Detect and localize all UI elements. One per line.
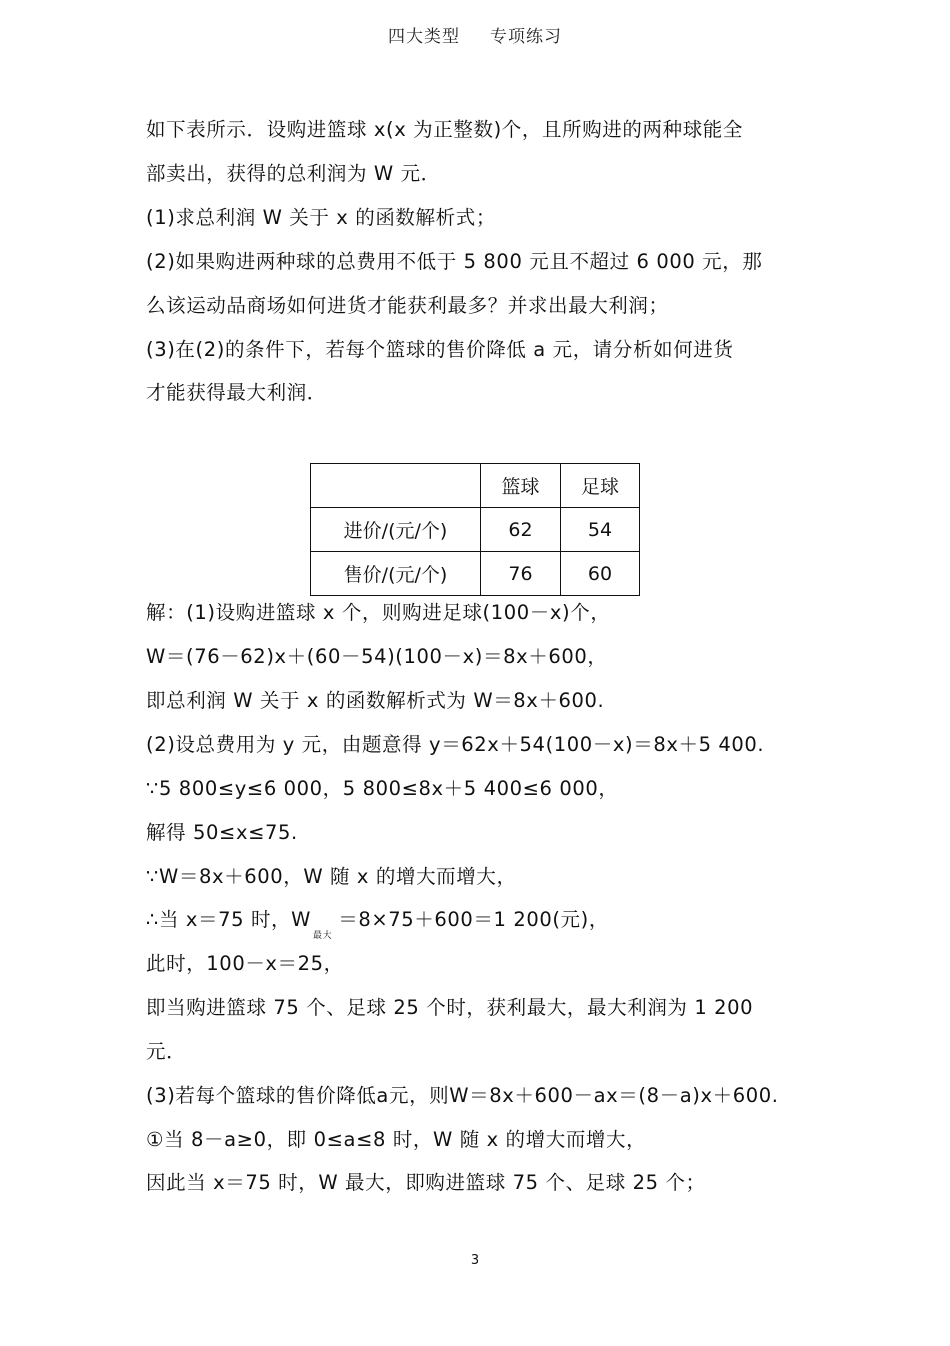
table-header-row <box>311 464 640 508</box>
solution-line-3: 即总利润 W 关于 x 的函数解析式为 W＝8x＋600. <box>146 689 605 712</box>
solution-line-12: (3)若每个篮球的售价降低a元，则W＝8x＋600－ax＝(8－a)x＋600. <box>146 1084 779 1107</box>
table-cell: 76 <box>481 552 561 596</box>
page-header <box>0 22 950 47</box>
problem-line-5: 么该运动品商场如何进货才能获利最多？并求出最大利润； <box>146 294 669 317</box>
table-cell: 足球 <box>561 464 640 508</box>
table-cell: 售价/(元/个) <box>311 552 481 596</box>
price-table <box>310 463 640 596</box>
problem-line-6: (3)在(2)的条件下，若每个篮球的售价降低 a 元，请分析如何进货 <box>146 338 734 361</box>
solution-line-9: 此时，100－x＝25， <box>146 952 344 975</box>
solution-line-6: 解得 50≤x≤75. <box>146 821 298 844</box>
subscript-max: 最大 <box>313 931 333 941</box>
solution-line-5: ∵5 800≤y≤6 000，5 800≤8x＋5 400≤6 000， <box>146 777 619 800</box>
solution-line-14: 因此当 x＝75 时，W 最大，即购进篮球 75 个、足球 25 个； <box>146 1171 706 1194</box>
table-cell: 54 <box>561 508 640 552</box>
solution-line-8b: ＝8×75＋600＝1 200(元)， <box>338 908 609 931</box>
solution-line-13: ①当 8－a≥0，即 0≤a≤8 时，W 随 x 的增大而增大， <box>146 1128 647 1151</box>
table-cell: 篮球 <box>481 464 561 508</box>
table-row <box>311 508 640 552</box>
problem-line-7: 才能获得最大利润． <box>146 381 327 404</box>
table-cell: 进价/(元/个) <box>311 508 481 552</box>
header-right: 专项练习 <box>490 27 562 47</box>
header-left: 四大类型 <box>388 27 460 47</box>
solution-line-2: W＝(76－62)x＋(60－54)(100－x)＝8x＋600， <box>146 645 608 668</box>
table-cell: 60 <box>561 552 640 596</box>
problem-line-3: (1)求总利润 W 关于 x 的函数解析式； <box>146 206 496 229</box>
solution-line-10: 即当购进篮球 75 个、足球 25 个时，获利最大，最大利润为 1 200 <box>146 996 754 1019</box>
solution-line-1: 解：(1)设购进篮球 x 个，则购进足球(100－x)个， <box>146 601 611 624</box>
solution-line-7: ∵W＝8x＋600，W 随 x 的增大而增大， <box>146 865 517 888</box>
problem-line-4: (2)如果购进两种球的总费用不低于 5 800 元且不超过 6 000 元，那 <box>146 250 763 273</box>
problem-line-2: 部卖出，获得的总利润为 W 元． <box>146 162 441 185</box>
problem-line-1: 如下表所示．设购进篮球 x(x 为正整数)个，且所购进的两种球能全 <box>146 118 743 141</box>
solution-line-8 <box>146 904 609 941</box>
table-row <box>311 552 640 596</box>
table-cell: 62 <box>481 508 561 552</box>
table-cell <box>311 464 481 508</box>
solution-line-4: (2)设总费用为 y 元，由题意得 y＝62x＋54(100－x)＝8x＋5 400. <box>146 733 765 756</box>
page-number: 3 <box>470 1253 480 1268</box>
solution-line-11: 元． <box>146 1040 187 1063</box>
solution-line-8a: ∴当 x＝75 时，W <box>146 908 312 931</box>
